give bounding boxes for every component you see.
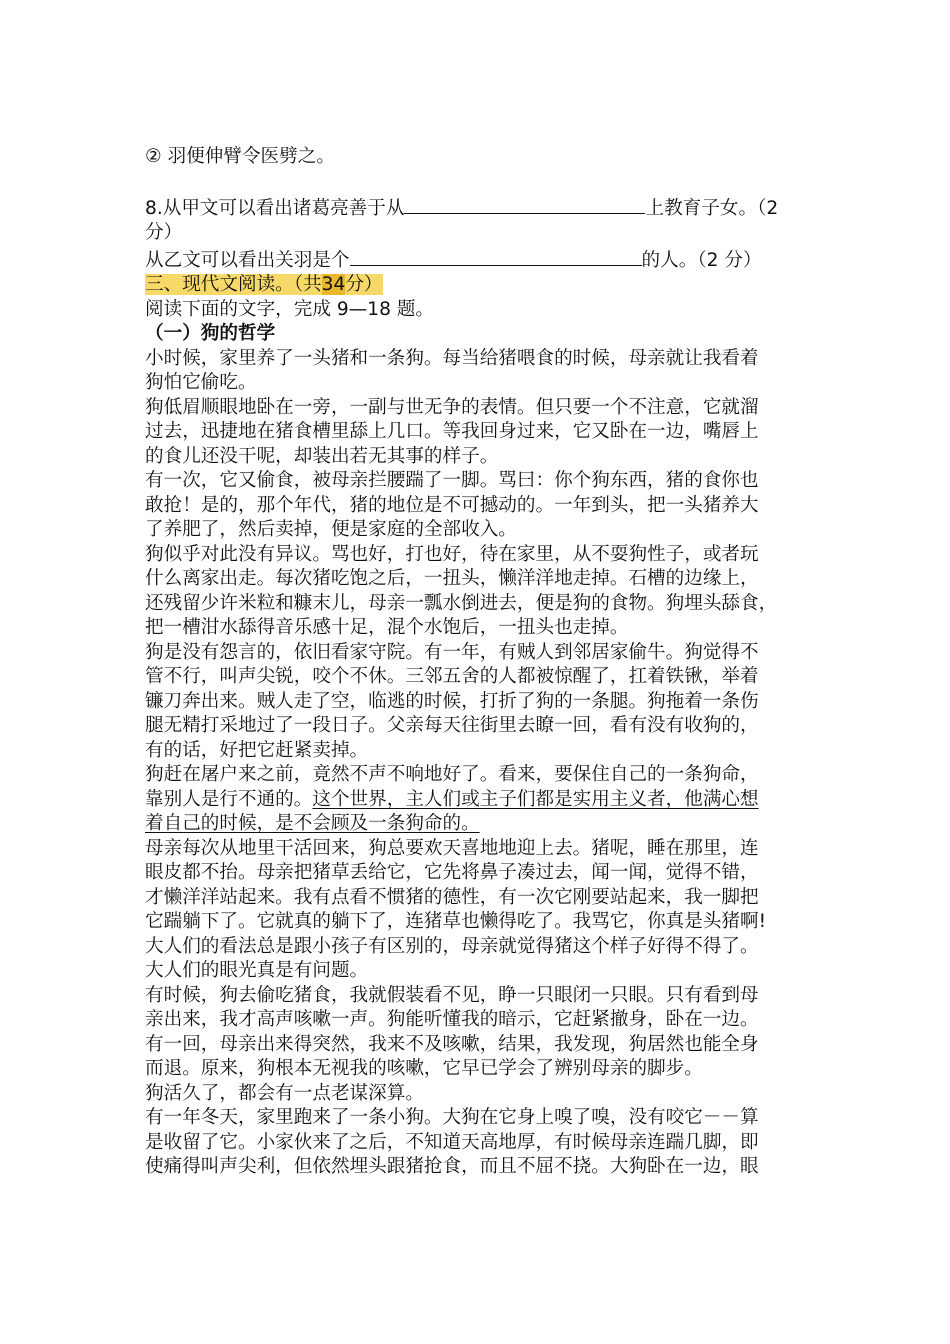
document-page (145, 145, 805, 1180)
passage-line: 过去，迅捷地在猪食槽里舔上几口。等我回身过来，它又卧在一边，嘴唇上 (145, 421, 759, 442)
passage-line: 狗似乎对此没有异议。骂也好，打也好，待在家里，从不耍狗性子，或者玩 (145, 543, 759, 565)
passage-line: 狗怕它偷吃。 (145, 372, 257, 393)
instruction: 阅读下面的文字，完成 9—18 题。 (145, 298, 435, 320)
passage-line: 狗活久了，都会有一点老谋深算。 (145, 1082, 424, 1104)
passage-line: 有一次，它又偷食，被母亲拦腰踹了一脚。骂曰：你个狗东西，猪的食你也 (145, 470, 759, 491)
passage-line: 镰刀奔出来。贼人走了空，临逃的时候，打折了狗的一条腿。狗拖着一条伤 (145, 690, 759, 712)
passage-line: 狗赶在屠户来之前，竟然不声不响地好了。看来，要保住自己的一条狗命， (145, 764, 759, 785)
q8-suffix: 上教育子女。（2 (645, 197, 779, 219)
passage-line: 有一回，母亲出来得突然，我来不及咳嗽，结果，我发现，狗居然也能全身 (145, 1033, 759, 1055)
passage-line: 有一年冬天，家里跑来了一条小狗。大狗在它身上嗅了嗅，没有咬它－－算 (145, 1107, 759, 1128)
passage-line: 腿无精打采地过了一段日子。父亲每天往街里去瞭一回，看有没有收狗的， (145, 715, 759, 736)
passage-underlined-line-1 (145, 788, 805, 813)
q8-line-1 (145, 194, 805, 222)
section-3-highlight (145, 274, 383, 295)
q8-line-3 (145, 246, 805, 274)
passage-line: 有的话，好把它赶紧卖掉。 (145, 739, 369, 761)
passage-line: 使痛得叫声尖利，但依然埋头跟猪抢食，而且不屈不挠。大狗卧在一边，眼 (145, 1156, 759, 1177)
answer-blank-1[interactable] (404, 194, 645, 214)
passage-line: 大人们的看法总是跟小孩子有区别的，母亲就觉得猪这个样子好得不得了。 (145, 935, 759, 957)
section-3-score: 34 (321, 274, 346, 295)
passage-line: 而退。原来，狗根本无视我的咳嗽，它早已学会了辨别母亲的脚步。 (145, 1058, 703, 1079)
passage-line: 亲出来，我才高声咳嗽一声。狗能听懂我的暗示，它赶紧撤身，卧在一边。 (145, 1009, 759, 1030)
passage-line: 什么离家出走。每次猪吃饱之后，一扭头，懒洋洋地走掉。石槽的边缘上， (145, 568, 759, 589)
passage-body-part-1 (145, 347, 805, 788)
answer-blank-2[interactable] (350, 246, 642, 266)
passage-line: 才懒洋洋站起来。我有点看不惯猪的德性，有一次它刚要站起来，我一脚把 (145, 886, 759, 908)
section-3-heading (145, 273, 805, 298)
passage-line: 它踹躺下了。它就真的躺下了，连猪草也懒得吃了。我骂它，你真是头猪啊! (145, 911, 767, 932)
passage-line: 小时候，家里养了一头猪和一条狗。每当给猪喂食的时候，母亲就让我看着 (145, 347, 759, 369)
underlined-sentence: 这个世界，主人们或主子们都是实用主义者，他满心想 (312, 788, 759, 810)
passage-line: 狗是没有怨言的，依旧看家守院。有一年，有贼人到邻居家偷牛。狗觉得不 (145, 641, 759, 663)
passage-line: 是收留了它。小家伙来了之后，不知道天高地厚，有时候母亲连踹几脚，即 (145, 1131, 759, 1153)
passage-title: （一）狗的哲学 (145, 323, 276, 344)
passage-line: 还残留少许米粒和糠末儿，母亲一瓢水倒进去，便是狗的食物。狗埋头舔食， (145, 592, 778, 614)
q8-line3-suffix: 的人。（2 分） (641, 249, 762, 271)
passage-text: 靠别人是行不通的。 (145, 788, 313, 810)
passage-line: 把一槽泔水舔得音乐感十足，混个水饱后，一扭头也走掉。 (145, 617, 629, 638)
passage-line: 母亲每次从地里干活回来，狗总要欢天喜地地迎上去。猪呢，睡在那里，连 (145, 837, 759, 859)
section-3-suffix: 分） (345, 274, 383, 295)
passage-line: 眼皮都不抬。母亲把猪草丢给它，它先将鼻子凑过去，闻一闻，觉得不错， (145, 862, 759, 883)
passage-line: 狗低眉顺眼地卧在一旁，一副与世无争的表情。但只要一个不注意，它就溜 (145, 396, 759, 418)
passage-line: 有时候，狗去偷吃猪食，我就假装看不见，睁一只眼闭一只眼。只有看到母 (145, 984, 759, 1006)
passage-line: 的食儿还没干呢，却装出若无其事的样子。 (145, 445, 499, 467)
passage-line: 管不行，叫声尖锐，咬个不休。三邻五舍的人都被惊醒了，扛着铁锹，举着 (145, 666, 759, 687)
q8-line3-prefix: 从乙文可以看出关羽是个 (145, 249, 350, 271)
section-3-prefix: 三、现代文阅读。（共 (145, 274, 322, 295)
passage-underlined-line-2: 着自己的时候，是不会顾及一条狗命的。 (145, 813, 480, 834)
q8-prefix: 8.从甲文可以看出诸葛亮善于从 (145, 197, 405, 219)
passage-body-part-2 (145, 837, 805, 1180)
q7-item-2: ② 羽便伸臂令医劈之。 (145, 146, 335, 167)
passage-line: 敢抢！是的，那个年代，猪的地位是不可撼动的。一年到头，把一头猪养大 (145, 494, 759, 516)
passage-line: 了养肥了，然后卖掉，便是家庭的全部收入。 (145, 519, 517, 540)
q8-line-2: 分） (145, 222, 183, 243)
passage-line: 大人们的眼光真是有问题。 (145, 960, 369, 981)
